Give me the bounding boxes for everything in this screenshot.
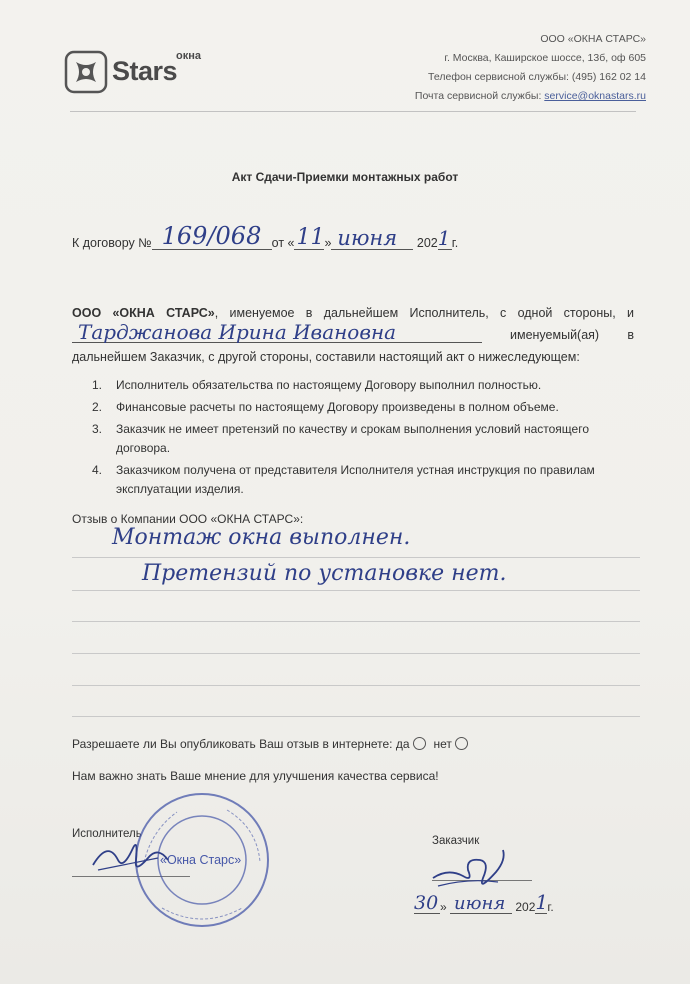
list-item: 3. Заказчик не имеет претензий по качеству и срокам выполнения условий настоящего договора. xyxy=(92,422,589,455)
contract-month-field xyxy=(331,226,413,250)
company-name: ООО «ОКНА СТАРС» xyxy=(540,33,646,45)
contract-number: 169/068 xyxy=(161,222,262,250)
contract-day-field xyxy=(294,225,325,250)
customer-date-year-digit: 1 xyxy=(535,890,549,914)
list-item: 4. Заказчиком получена от представителя Исполнителя устная инструкция по правилам эксплуатации изделия. xyxy=(92,463,595,496)
company-address: г. Москва, Каширское шоссе, 13б, оф 605 xyxy=(444,52,646,64)
review-label: Отзыв о Компании ООО «ОКНА СТАРС»: xyxy=(72,512,304,526)
customer-date-year-field xyxy=(535,890,549,914)
email-link[interactable]: service@oknastars.ru xyxy=(544,90,646,102)
company-info xyxy=(346,30,646,106)
customer-date-month: июня xyxy=(454,893,506,914)
logo-word: Stars xyxy=(112,56,178,86)
customer-name-field xyxy=(72,320,482,344)
customer-date-day: 30 xyxy=(414,892,439,914)
review-line xyxy=(72,590,640,591)
company-phone: Телефон сервисной службы: (495) 162 02 14 xyxy=(428,71,646,83)
feedback-note: Нам важно знать Ваше мнение для улучшения качества сервиса! xyxy=(72,769,439,783)
contract-day: 11 xyxy=(296,225,325,250)
contract-month: июня xyxy=(337,226,398,250)
review-line xyxy=(72,557,640,558)
customer-date-day-field xyxy=(414,892,440,914)
customer-name: Тарджанова Ирина Ивановна xyxy=(78,320,397,344)
customer-date-month-field xyxy=(450,893,512,914)
stamp-text: «Окна Старс» xyxy=(160,853,242,867)
contract-number-field xyxy=(152,222,272,250)
review-handwriting-2: Претензий по установке нет. xyxy=(142,561,507,586)
radio-yes[interactable] xyxy=(413,737,426,750)
customer-date: 30 » июня 202 1 г. xyxy=(414,890,554,914)
executor-signature-icon xyxy=(88,830,178,880)
contract-year-field xyxy=(437,226,452,250)
document-title: Акт Сдачи-Приемки монтажных работ xyxy=(231,170,459,184)
list-item: 1. Исполнитель обязательства по настоящему Договору выполнил полностью. xyxy=(92,378,542,392)
company-logo xyxy=(64,48,204,94)
logo-small-word: окна xyxy=(176,50,201,62)
header-divider xyxy=(70,111,636,112)
customer-label: Заказчик xyxy=(432,835,480,847)
company-email: Почта сервисной службы: service@oknastars.ru xyxy=(414,90,646,102)
parties-text: ООО «ОКНА СТАРС», именуемое в дальнейшем Исполнитель, с одной стороны, и Тарджанова Ирина Ивановна именуемый(ая) в дальнейшем Заказчик, с другой стороны, составили настоящий акт о нижеследующем: xyxy=(72,306,634,364)
company-name-bold: ООО «ОКНА СТАРС» xyxy=(72,306,215,320)
contract-year-digit: 1 xyxy=(437,226,451,250)
review-line xyxy=(72,653,640,654)
review-line xyxy=(72,685,640,686)
executor-label: Исполнитель xyxy=(72,828,142,840)
review-line xyxy=(72,621,640,622)
review-line xyxy=(72,716,640,717)
radio-no[interactable] xyxy=(455,737,468,750)
customer-signature-icon xyxy=(428,848,528,898)
review-handwriting-1: Монтаж окна выполнен. xyxy=(112,525,411,550)
list-item: 2. Финансовые расчеты по настоящему Договору произведены в полном объеме. xyxy=(92,400,559,414)
act-items xyxy=(92,376,637,502)
contract-line: К договору № 169/068 от « 11 » июня 202 1 г. xyxy=(72,222,459,250)
publish-question: Разрешаете ли Вы опубликовать Ваш отзыв в интернете: да нет xyxy=(72,737,476,751)
logo-mark-icon xyxy=(64,50,108,94)
